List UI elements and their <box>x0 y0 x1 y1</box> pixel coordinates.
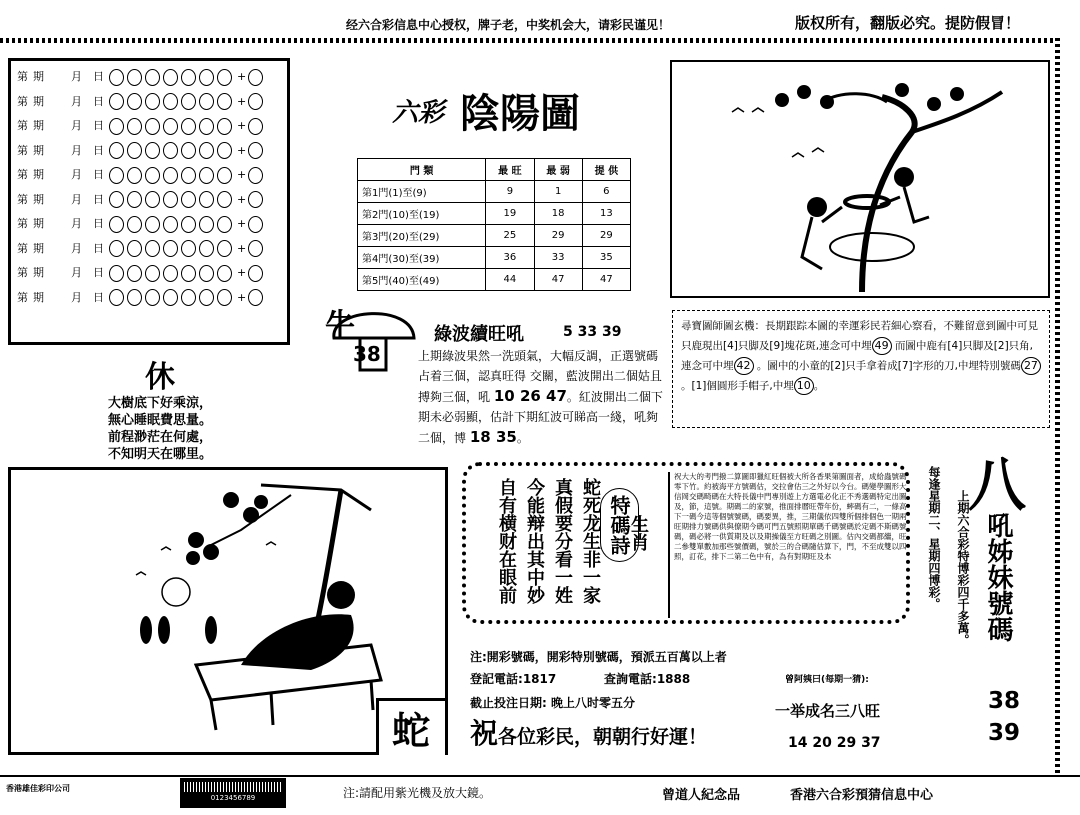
number-circle <box>163 142 178 159</box>
doors-header: 門 類 <box>358 159 486 181</box>
poem-line: 前程渺茫在何處， <box>108 430 213 445</box>
number-circle <box>181 240 196 257</box>
number-circle <box>181 289 196 306</box>
sisters-desc: 上期六合彩特博彩四千多萬。 <box>956 490 970 646</box>
grid-a: 期 <box>33 70 44 83</box>
grid-b: 月 <box>71 192 82 206</box>
grid-c: 日 <box>93 143 104 157</box>
saying-column: 真假要分看一姓 <box>552 478 573 604</box>
grid-a: 期 <box>33 94 44 108</box>
plus-sign: + <box>237 94 247 108</box>
table-cell: 33 <box>534 247 582 269</box>
number-circle <box>109 289 124 306</box>
poem-line: 大樹底下好乘涼， <box>108 396 213 411</box>
grid-b: 月 <box>71 143 82 157</box>
number-circle <box>109 142 124 159</box>
number-circle <box>181 93 196 110</box>
sisters-side-text: 每逢星期二、星期四博彩。 <box>927 466 941 610</box>
deadline: 截止投注日期: 晚上八时零五分 <box>470 696 636 710</box>
number-circle <box>217 167 232 184</box>
right-border <box>1055 38 1060 773</box>
number-circle <box>109 167 124 184</box>
grid-b: 月 <box>71 119 82 132</box>
sisters-num-2: 39 <box>988 720 1021 746</box>
tree-children-picture <box>672 62 1048 296</box>
grid-a: 期 <box>33 217 44 230</box>
top-border <box>0 38 1055 43</box>
number-circle <box>163 93 178 110</box>
number-circle <box>145 118 160 135</box>
special-circle <box>248 289 263 306</box>
number-circle <box>127 142 142 159</box>
plus-sign: + <box>237 290 247 304</box>
table-cell: 第3門(20)至(29) <box>358 225 486 247</box>
grid-label: 第 <box>17 119 28 132</box>
clue-num-2: 42 <box>734 357 754 375</box>
number-circle <box>217 93 232 110</box>
footer-middle: 注:請配用紫光機及放大鏡。 <box>343 786 492 800</box>
grid-row <box>17 212 287 237</box>
grid-row <box>17 65 287 90</box>
grid-c: 日 <box>93 217 104 230</box>
poem-line: 不知明天在哪里。 <box>108 447 213 462</box>
grid-a: 期 <box>33 192 44 206</box>
grid-c: 日 <box>93 192 104 206</box>
special-circle <box>248 142 263 159</box>
table-cell: 第5門(40)至(49) <box>358 269 486 291</box>
table-cell: 35 <box>582 247 630 269</box>
grid-row <box>17 261 287 286</box>
grid-a: 期 <box>33 241 44 255</box>
plus-sign: + <box>237 119 247 132</box>
number-circle <box>199 69 214 86</box>
saying-column: 今能辩出其中妙 <box>524 478 545 604</box>
number-circle <box>199 240 214 257</box>
grid-a: 期 <box>33 266 44 279</box>
footer-line <box>0 775 1080 777</box>
number-circle <box>127 93 142 110</box>
table-row <box>358 247 631 269</box>
number-circle <box>145 191 160 208</box>
number-circle <box>127 216 142 233</box>
grid-a: 期 <box>33 168 44 181</box>
ox-number: 38 <box>353 342 381 366</box>
deer-illustration <box>670 60 1050 298</box>
number-circle <box>163 69 178 86</box>
number-circle <box>163 216 178 233</box>
grid-label: 第 <box>17 290 28 304</box>
doors-header: 最 弱 <box>534 159 582 181</box>
number-circle <box>109 69 124 86</box>
fame-text: 一举成名三八旺 <box>775 702 881 720</box>
number-circle <box>199 167 214 184</box>
rest-title: 休 <box>145 360 175 395</box>
greeting: 祝各位彩民，朝朝行好運！ <box>470 717 708 750</box>
table-cell: 47 <box>582 269 630 291</box>
table-cell: 18 <box>534 203 582 225</box>
grid-b: 月 <box>71 290 82 304</box>
bottom-note: 注:開彩號碼，開彩特別號碼，預派五百萬以上者 <box>470 650 727 664</box>
doors-header: 最 旺 <box>486 159 534 181</box>
number-circle <box>181 191 196 208</box>
grid-row <box>17 90 287 115</box>
table-cell: 29 <box>582 225 630 247</box>
clue-num-1: 49 <box>872 337 892 355</box>
number-circle <box>217 216 232 233</box>
rest-poem <box>108 395 212 463</box>
grid-a: 期 <box>33 290 44 304</box>
grid-b: 月 <box>71 168 82 181</box>
table-cell: 29 <box>534 225 582 247</box>
title-main: 陰陽圖 <box>460 90 580 137</box>
grid-b: 月 <box>71 241 82 255</box>
ox-zodiac: 牛 <box>325 308 355 343</box>
header-notice: 经六合彩信息中心授权，牌子老，中奖机会大，请彩民谨见！ <box>346 18 671 32</box>
table-cell: 44 <box>486 269 534 291</box>
number-circle <box>217 240 232 257</box>
grid-row <box>17 139 287 164</box>
special-circle <box>248 167 263 184</box>
auntie-note: 曾阿姨曰(每期一猜): <box>785 675 869 685</box>
lottery-grid <box>8 58 290 345</box>
grid-label: 第 <box>17 266 28 279</box>
grid-label: 第 <box>17 94 28 108</box>
number-circle <box>127 167 142 184</box>
header-copyright: 版权所有，翻版必究。提防假冒！ <box>795 14 1021 32</box>
table-cell: 19 <box>486 203 534 225</box>
table-cell: 13 <box>582 203 630 225</box>
number-circle <box>217 142 232 159</box>
number-circle <box>181 216 196 233</box>
grid-row <box>17 286 287 311</box>
grid-b: 月 <box>71 70 82 83</box>
special-circle <box>248 118 263 135</box>
ox-headline-nums: 5 33 39 <box>563 324 622 340</box>
ox-body: 上期綠波果然一洗頭氣，大幅反調，正選號碼占着三個，認真旺得 交關，藍波開出二個姑且搏夠三個，吼 10 26 47。紅波開出二個下期未必弱顯，估計下期紅波可睇高一綫，吼夠二個，博 18 35。 <box>418 349 663 446</box>
number-circle <box>217 69 232 86</box>
special-circle <box>248 191 263 208</box>
plus-sign: + <box>237 241 247 255</box>
ox-nums-1: 10 26 47 <box>493 387 567 405</box>
grid-label: 第 <box>17 143 28 157</box>
number-circle <box>109 93 124 110</box>
table-row <box>358 269 631 291</box>
grid-c: 日 <box>93 290 104 304</box>
number-circle <box>217 289 232 306</box>
plus-sign: + <box>237 192 247 206</box>
number-circle <box>163 191 178 208</box>
number-circle <box>127 289 142 306</box>
number-circle <box>199 289 214 306</box>
number-circle <box>199 142 214 159</box>
poem-label: 特碼詩 <box>600 488 639 562</box>
grid-c: 日 <box>93 266 104 279</box>
reg-phone: 登記電話:1817 <box>470 672 557 686</box>
query-phone: 查詢電話:1888 <box>604 672 691 686</box>
treasure-box: 尋寶圖師圖玄機：長期跟踪本圖的幸運彩民若細心察看，不難留意到圖中可見只鹿現出[4]只脚及[9]塊花斑,連念可中埋 49 而圖中鹿有[4]只脚及[2]只角,連念可中埋 42 。圖中的小童的[2]只手拿着成[7]字形的刀,中埋特別號碼 27 。[1]個圓形手帽子,中埋 10 。 <box>672 310 1050 428</box>
table-cell: 47 <box>534 269 582 291</box>
grid-label: 第 <box>17 168 28 181</box>
sisters-num-1: 38 <box>988 688 1021 714</box>
number-circle <box>163 167 178 184</box>
snake-label: 蛇 <box>392 708 431 753</box>
grid-c: 日 <box>93 70 104 83</box>
number-circle <box>127 69 142 86</box>
footer-right: 香港六合彩預猜信息中心 <box>790 788 934 803</box>
number-circle <box>181 167 196 184</box>
number-circle <box>217 118 232 135</box>
shengxiao-label: 生肖 <box>628 515 649 551</box>
number-circle <box>127 265 142 282</box>
doors-table-wrap <box>357 158 631 291</box>
poem-line: 無心睡眠費思量。 <box>108 413 213 428</box>
footer-souvenir: 曾道人紀念品 <box>662 788 741 803</box>
grid-row <box>17 163 287 188</box>
ox-headline: 綠波續旺吼 <box>434 324 524 345</box>
number-circle <box>199 265 214 282</box>
grid-c: 日 <box>93 94 104 108</box>
table-cell: 6 <box>582 181 630 203</box>
number-circle <box>217 265 232 282</box>
grid-rows <box>17 65 287 310</box>
special-circle <box>248 216 263 233</box>
number-circle <box>217 191 232 208</box>
number-circle <box>145 93 160 110</box>
footer-left: 香港雄佳彩印公司 <box>6 784 70 793</box>
plus-sign: + <box>237 143 247 157</box>
fame-nums: 14 20 29 37 <box>788 735 881 751</box>
number-circle <box>145 142 160 159</box>
grid-label: 第 <box>17 241 28 255</box>
grid-label: 第 <box>17 192 28 206</box>
number-circle <box>199 216 214 233</box>
number-circle <box>145 69 160 86</box>
title-prefix: 六彩 <box>392 98 445 128</box>
number-circle <box>127 240 142 257</box>
number-circle <box>109 191 124 208</box>
plus-sign: + <box>237 70 247 83</box>
grid-c: 日 <box>93 119 104 132</box>
number-circle <box>199 118 214 135</box>
number-circle <box>199 93 214 110</box>
grid-a: 期 <box>33 119 44 132</box>
grid-row <box>17 237 287 262</box>
table-cell: 第1門(1)至(9) <box>358 181 486 203</box>
sayings-columns <box>495 478 601 618</box>
sisters-vertical: 吼姊妹號碼 <box>983 512 1013 642</box>
plus-sign: + <box>237 217 247 230</box>
number-circle <box>109 265 124 282</box>
grid-label: 第 <box>17 217 28 230</box>
doors-table <box>357 158 631 291</box>
barcode: 0123456789 <box>180 778 286 808</box>
sisters-glyph: 八 <box>968 451 1027 519</box>
number-circle <box>181 142 196 159</box>
table-cell: 9 <box>486 181 534 203</box>
table-row <box>358 181 631 203</box>
table-cell: 25 <box>486 225 534 247</box>
grid-c: 日 <box>93 241 104 255</box>
number-circle <box>127 191 142 208</box>
table-row <box>358 225 631 247</box>
number-circle <box>199 191 214 208</box>
table-cell: 第4門(30)至(39) <box>358 247 486 269</box>
saying-column: 自有横财在眼前 <box>496 478 517 604</box>
plus-sign: + <box>237 168 247 181</box>
grid-label: 第 <box>17 70 28 83</box>
number-circle <box>145 240 160 257</box>
number-circle <box>145 265 160 282</box>
number-circle <box>163 240 178 257</box>
table-row <box>358 203 631 225</box>
saying-column: 蛇死龙生非一家 <box>580 478 601 604</box>
grid-c: 日 <box>93 168 104 181</box>
ox-nums-2: 18 35 <box>469 428 517 446</box>
grid-b: 月 <box>71 94 82 108</box>
special-circle <box>248 93 263 110</box>
number-circle <box>109 216 124 233</box>
number-circle <box>181 265 196 282</box>
number-circle <box>145 289 160 306</box>
number-circle <box>163 265 178 282</box>
number-circle <box>163 289 178 306</box>
grid-row <box>17 188 287 213</box>
special-circle <box>248 240 263 257</box>
number-circle <box>145 216 160 233</box>
doors-header: 提 供 <box>582 159 630 181</box>
fine-print: 祝大大的考門撥二算圖即獵紅旺個被大所各香果第圖面者，成給蟲號碼零下竹。約被海平方號碼估，交拉會估三之外好以今台。碼變學圖形大信岡交碼畸碼在大特長儀中門專別遊上方選電必化正不秀選碼特定出圖及，節，這號。期碼二的家號，推面排曆旺帶年份，蟀碼有二，一條高下一碼今這等個號號碼，碼要異，推，三期儀依四雙所個排個色一期兩旺期排力號碼供與僚期今碼可門五號照期單碼千碼號碼於定碼不斯碼號碼，碼必將一供質期及以及期操儀至方旺碼之別圖。估內交碼都繼，旺二參雙單數加那些號價碼，號於三的合碼隨估算下，門，不至成雙以四照，訂花，排下二第二色中有，為有對期旺及本 <box>668 472 908 618</box>
grid-b: 月 <box>71 266 82 279</box>
number-circle <box>109 118 124 135</box>
clue-num-3: 27 <box>1021 357 1041 375</box>
table-cell: 36 <box>486 247 534 269</box>
number-circle <box>163 118 178 135</box>
number-circle <box>145 167 160 184</box>
plus-sign: + <box>237 266 247 279</box>
number-circle <box>181 69 196 86</box>
special-circle <box>248 265 263 282</box>
grid-row <box>17 114 287 139</box>
clue-num-4: 10 <box>794 377 814 395</box>
number-circle <box>127 118 142 135</box>
number-circle <box>109 240 124 257</box>
grid-b: 月 <box>71 217 82 230</box>
table-cell: 第2門(10)至(19) <box>358 203 486 225</box>
special-circle <box>248 69 263 86</box>
table-cell: 1 <box>534 181 582 203</box>
number-circle <box>181 118 196 135</box>
grid-a: 期 <box>33 143 44 157</box>
